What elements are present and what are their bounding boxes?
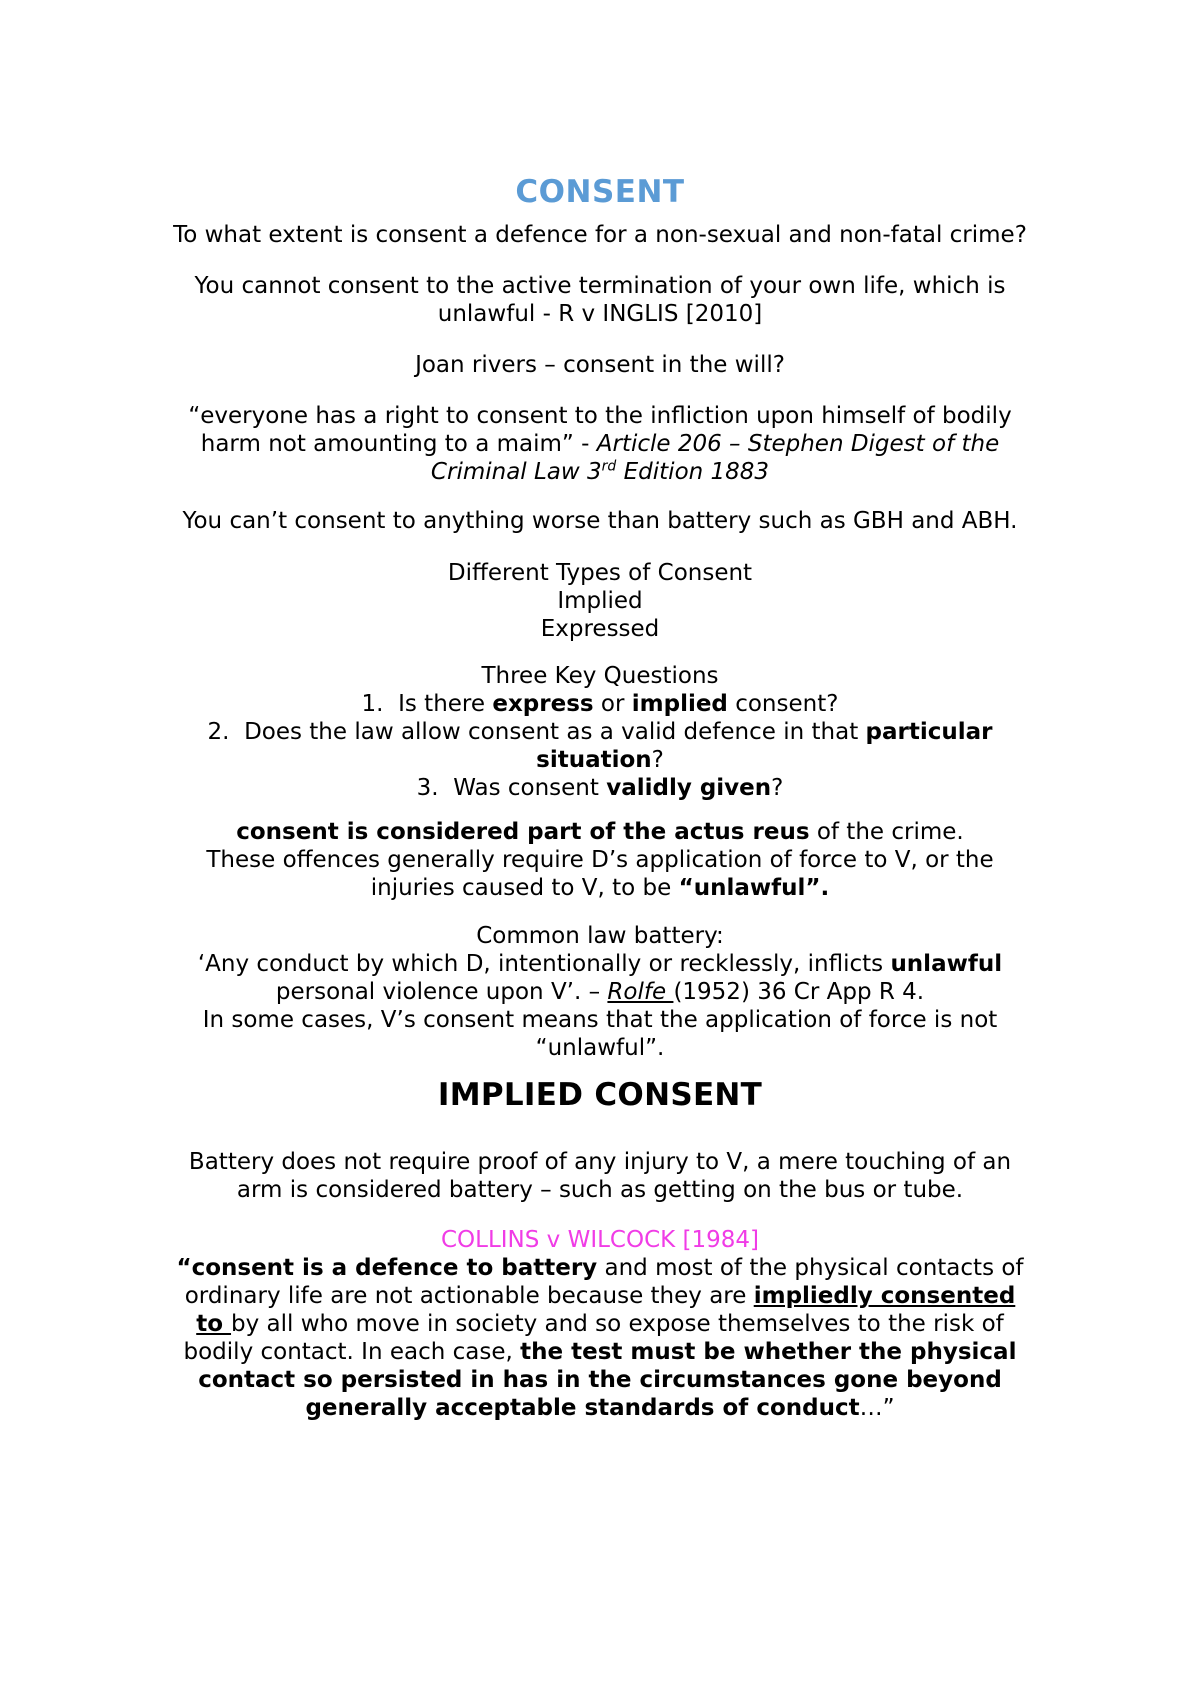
consent-types: [130, 559, 1070, 643]
battery-heading: Common law battery:: [476, 923, 724, 949]
implied-consent-text: Battery does not require proof of any injury to V, a mere touching of an arm is considered battery – such as getting on the bus or tube.: [188, 1149, 1012, 1203]
type-item: Implied: [557, 588, 643, 614]
common-law-battery: Common law battery: ‘Any conduct by which D, intentionally or recklessly, inflicts unlawful personal violence upon V’. – Rolfe (1952) 36 Cr App R 4. In some cases, V’s consent means that the application of force is not “unlawful”.: [130, 922, 1070, 1062]
implied-consent-heading: IMPLIED CONSENT: [437, 1077, 763, 1113]
type-item: Expressed: [540, 616, 660, 642]
actus-reus-paragraph: consent is considered part of the actus reus of the crime. These offences generally require D’s application of force to V, or the injuries caused to V, to be “unlawful”.: [206, 819, 994, 901]
document-title: CONSENT: [515, 174, 685, 210]
case-title: COLLINS v WILCOCK [1984]: [440, 1227, 760, 1253]
intro-question: To what extent is consent a defence for a non-sexual and non-fatal crime?: [173, 222, 1027, 248]
inglis-paragraph: You cannot consent to the active termination of your own life, which is unlawful - R v INGLIS [2010]: [194, 273, 1006, 327]
cant-consent-line: You can’t consent to anything worse than battery such as GBH and ABH.: [182, 508, 1018, 534]
types-heading: Different Types of Consent: [447, 560, 753, 586]
key-questions-heading: Three Key Questions: [481, 663, 719, 689]
case-rolfe: Rolfe: [607, 979, 674, 1005]
stephen-digest-quote: “everyone has a right to consent to the infliction upon himself of bodily harm not amounting to a maim” - Article 206 – Stephen Digest of the Criminal Law 3rd Edition 1883: [188, 403, 1012, 485]
collins-v-wilcock: COLLINS v WILCOCK [1984] “consent is a defence to battery and most of the physical contacts of ordinary life are not actionable because they are impliedly consented to by all who move in society and so expose themselves to the risk of bodily contact. In each case, the test must be whether the physical contact so persisted in has in the circumstances gone beyond generally acceptable standards of conduct…”: [130, 1226, 1070, 1422]
list-item: 2. Does the law allow consent as a valid defence in that particular situation?: [207, 719, 993, 773]
key-questions-list: [130, 690, 1070, 802]
joan-rivers-line: Joan rivers – consent in the will?: [415, 352, 785, 378]
list-item: 3. Was consent validly given?: [416, 775, 784, 801]
list-item: 1. Is there express or implied consent?: [361, 691, 839, 717]
key-questions: [130, 662, 1070, 802]
